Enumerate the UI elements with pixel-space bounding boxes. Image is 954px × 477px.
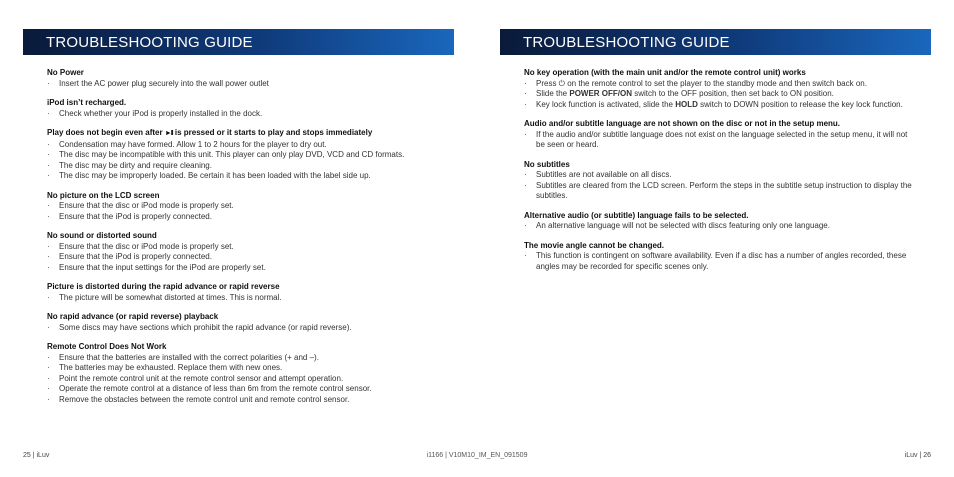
section-heading: Remote Control Does Not Work: [47, 342, 167, 351]
left-page-title: TROUBLESHOOTING GUIDE: [46, 33, 253, 51]
list-item: · Some discs may have sections which prohibit the rapid advance (or rapid reverse).: [47, 323, 442, 334]
list-item: · Ensure that the batteries are installed with the correct polarities (+ and –).: [47, 353, 442, 364]
section-no-rapid-advance: [47, 312, 442, 333]
list-item: · The disc may be improperly loaded. Be certain it has been loaded with the label side up.: [47, 171, 442, 182]
list-item: · Subtitles are not available on all discs.: [524, 170, 916, 181]
list-item: · The picture will be somewhat distorted at times. This is normal.: [47, 293, 442, 304]
item-bold-text: HOLD: [675, 99, 698, 109]
section-heading: Picture is distorted during the rapid advance or rapid reverse: [47, 282, 280, 291]
list-item: · Point the remote control unit at the remote control sensor and attempt operation.: [47, 374, 442, 385]
item-text: Key lock function is activated, slide the: [536, 99, 676, 109]
section-heading: Alternative audio (or subtitle) language fails to be selected.: [524, 210, 749, 220]
list-item: · Ensure that the iPod is properly connected.: [47, 252, 442, 263]
section-heading: No picture on the LCD screen: [47, 190, 160, 200]
play-pause-icon: ►II: [164, 130, 173, 137]
section-heading: The movie angle cannot be changed.: [524, 240, 665, 250]
section-heading: No key operation (with the main unit and/or the remote control unit) works: [524, 68, 806, 77]
section-heading: No rapid advance (or rapid reverse) playback: [47, 312, 219, 321]
section-remote-control: [47, 342, 442, 405]
section-heading: No sound or distorted sound: [47, 231, 157, 240]
list-item: · Operate the remote control at a distance of less than 6m from the remote control sensor.: [47, 384, 442, 395]
section-play-does-not-begin: [47, 128, 442, 182]
section-heading: iPod isn’t recharged.: [47, 98, 127, 107]
list-item: [524, 79, 916, 90]
right-content: [524, 68, 916, 281]
list-item: · The disc may be incompatible with this unit. This player can only play DVD, VCD and CD formats.: [47, 150, 442, 161]
item-text: Press: [536, 78, 559, 88]
right-page-number: iLuv | 26: [904, 452, 931, 459]
item-text: on the remote control to set the player to the standby mode and then switch back on.: [565, 78, 867, 88]
right-page-title: TROUBLESHOOTING GUIDE: [523, 33, 730, 51]
section-heading: No Power: [47, 68, 84, 77]
list-item: · Subtitles are cleared from the LCD screen. Perform the steps in the subtitle setup instruction to display the subtitles.: [524, 181, 916, 202]
section-audio-subtitle-language: [524, 119, 916, 151]
power-icon: ⏻: [558, 78, 565, 88]
item-text: switch to the OFF position, then set back to ON position.: [632, 89, 834, 98]
section-heading: [47, 128, 442, 140]
section-ipod-not-recharged: [47, 98, 442, 119]
list-item: · Remove the obstacles between the remote control unit and remote control sensor.: [47, 395, 442, 406]
item-bold-text: POWER OFF/ON: [569, 89, 633, 98]
list-item: · Ensure that the disc or iPod mode is properly set.: [47, 242, 442, 253]
left-content: [47, 68, 442, 414]
item-text: switch to DOWN position to release the key lock function.: [697, 99, 903, 109]
section-picture-distorted: [47, 282, 442, 303]
list-item: · Ensure that the input settings for the iPod are properly set.: [47, 263, 442, 274]
list-item: · If the audio and/or subtitle language does not exist on the language selected in the setup menu, it will not be seen or heard.: [524, 130, 916, 151]
section-no-subtitles: [524, 160, 916, 202]
left-title-banner: [23, 29, 454, 55]
list-item: · Insert the AC power plug securely into the wall power outlet: [47, 79, 442, 90]
heading-text-start: Play does not begin even after: [47, 128, 165, 137]
document-code: i1166 | V10M10_IM_EN_091509: [426, 452, 528, 459]
list-item: · An alternative language will not be selected with discs featuring only one language.: [524, 221, 916, 232]
right-title-banner: [500, 29, 931, 55]
list-item: · Condensation may have formed. Allow 1 to 2 hours for the player to dry out.: [47, 140, 442, 151]
section-no-power: [47, 68, 442, 89]
list-item: · Ensure that the iPod is properly connected.: [47, 212, 442, 223]
section-movie-angle: [524, 241, 916, 273]
list-item: · The disc may be dirty and require cleaning.: [47, 161, 442, 172]
list-item: [524, 89, 916, 100]
left-page-number: 25 | iLuv: [23, 452, 50, 459]
section-no-picture: [47, 191, 442, 223]
heading-text-end: is pressed or it starts to play and stops immediately: [174, 128, 373, 137]
item-text: Slide the: [536, 89, 570, 98]
section-no-key-operation: [524, 68, 916, 110]
section-heading: Audio and/or subtitle language are not shown on the disc or not in the setup menu.: [524, 119, 841, 128]
list-item: · This function is contingent on software availability. Even if a disc has a number of angles recorded, these angles may be recorded for specific scenes only.: [524, 251, 916, 272]
list-item: · Ensure that the disc or iPod mode is properly set.: [47, 201, 442, 212]
section-no-sound: [47, 231, 442, 273]
list-item: · The batteries may be exhausted. Replace them with new ones.: [47, 363, 442, 374]
section-alternative-language: [524, 211, 916, 232]
section-heading: No subtitles: [524, 159, 570, 169]
list-item: [524, 100, 916, 111]
list-item: · Check whether your iPod is properly installed in the dock.: [47, 109, 442, 120]
right-page: [477, 0, 954, 477]
